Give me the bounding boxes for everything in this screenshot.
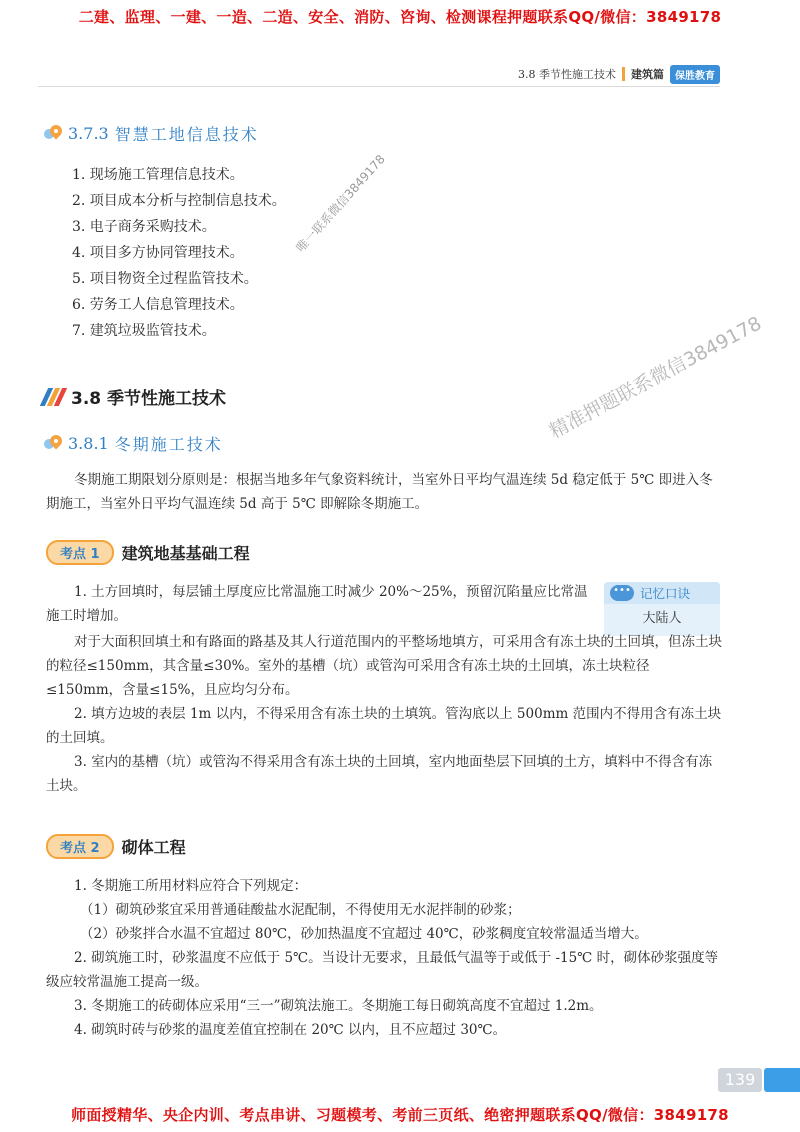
section-title: 3.8 季节性施工技术 xyxy=(71,389,227,409)
list-item: 6. 劳务工人信息管理技术。 xyxy=(72,297,244,313)
subsection-heading-373 xyxy=(44,122,259,145)
intro-paragraph xyxy=(46,468,722,516)
list-item: 3. 电子商务采购技术。 xyxy=(72,219,216,235)
watermark: 精准押题联系微信3849178 xyxy=(545,312,766,443)
paragraph-text: 对于大面积回填土和有路面的路基及其人行道范围内的平整场地填方，可采用含有冻土块的土回填，但冻土块的粒径≤150mm，其含量≤30%。室外的基槽（坑）或管沟可采用含有冻土块的土回填，冻土块粒径≤150mm，含量≤15%，且应均匀分布。 xyxy=(46,634,722,698)
key-point-tag: 考点 2 xyxy=(46,834,114,859)
paragraph-text: 1. 土方回填时，每层铺土厚度应比常温施工时减少 20%～25%，预留沉陷量应比常温施工时增加。 xyxy=(46,584,588,624)
page-number: 139 xyxy=(718,1068,762,1092)
key-point-1-p1 xyxy=(46,580,596,628)
running-head xyxy=(518,64,720,84)
key-point-2-body xyxy=(46,874,722,1042)
paragraph-text: 4. 砌筑时砖与砂浆的温度差值宜控制在 20℃ 以内，且不应超过 30℃。 xyxy=(74,1022,507,1038)
paragraph-text: 3. 冬期施工的砖砌体应采用“三一”砌筑法施工。冬期施工每日砌筑高度不宜超过 1.2m。 xyxy=(74,998,603,1014)
memory-tip-box xyxy=(604,582,720,636)
memory-tip-text: 大陆人 xyxy=(642,611,682,626)
paragraph-text: 1. 冬期施工所用材料应符合下列规定： xyxy=(74,878,308,894)
watermark: 唯一联系微信3849178 xyxy=(293,152,388,255)
intro-text: 冬期施工期限划分原则是：根据当地多年气象资料统计，当室外日平均气温连续 5d 稳定低于 5℃ 即进入冬期施工，当室外日平均气温连续 5d 高于 5℃ 即解除冬期施工。 xyxy=(46,472,713,512)
list-item: 5. 项目物资全过程监管技术。 xyxy=(72,271,258,287)
key-point-title: 建筑地基基础工程 xyxy=(121,544,250,563)
header-rule xyxy=(38,86,720,87)
key-point-title: 砌体工程 xyxy=(121,838,186,857)
paragraph-text: 2. 砌筑施工时，砂浆温度不应低于 5℃。当设计无要求，且最低气温等于或低于 -15℃ 时，砌体砂浆强度等级应较常温施工提高一级。 xyxy=(46,950,719,990)
paragraph-text: （2）砂浆拌合水温不宜超过 80℃，砂加热温度不宜超过 40℃，砂浆稠度宜较常温适当增大。 xyxy=(80,926,648,942)
subsection-title: 智慧工地信息技术 xyxy=(114,125,259,144)
chat-bubble-icon: ••• xyxy=(610,585,634,601)
page-edge-tab xyxy=(764,1068,800,1092)
subsection-number: 3.7.3 xyxy=(68,124,109,143)
location-pin-icon xyxy=(44,435,62,453)
list-item: 2. 项目成本分析与控制信息技术。 xyxy=(72,193,286,209)
memory-tip-header xyxy=(604,582,720,604)
section-slashes-icon xyxy=(44,388,63,406)
section-heading-38 xyxy=(44,384,226,409)
paragraph-text: （1）砌筑砂浆宜采用普通硅酸盐水泥配制，不得使用无水泥拌制的砂浆； xyxy=(80,902,521,918)
subsection-number: 3.8.1 xyxy=(68,434,109,453)
location-pin-icon xyxy=(44,125,62,143)
running-head-section: 3.8 季节性施工技术 xyxy=(518,68,616,81)
list-item: 7. 建筑垃圾监管技术。 xyxy=(72,323,216,339)
key-point-1-body xyxy=(46,630,722,798)
key-point-tag: 考点 1 xyxy=(46,540,114,565)
bottom-banner: 师面授精华、央企内训、考点串讲、习题模考、考前三页纸、绝密押题联系QQ/微信：3849178 xyxy=(71,1106,729,1124)
publisher-logo: 保胜教育 xyxy=(670,65,720,84)
tech-list xyxy=(72,162,286,344)
paragraph-text: 2. 填方边坡的表层 1m 以内，不得采用含有冻土块的土填筑。管沟底以上 500mm 范围内不得用含有冻土块的土回填。 xyxy=(46,706,722,746)
paragraph-text: 3. 室内的基槽（坑）或管沟不得采用含有冻土块的土回填，室内地面垫层下回填的土方，填料中不得含有冻土块。 xyxy=(46,754,713,794)
list-item: 4. 项目多方协同管理技术。 xyxy=(72,245,244,261)
subsection-title: 冬期施工技术 xyxy=(114,435,223,454)
subsection-heading-381 xyxy=(44,432,223,455)
memory-tip-label: 记忆口诀 xyxy=(640,586,691,601)
list-item: 1. 现场施工管理信息技术。 xyxy=(72,167,244,183)
key-point-2-heading xyxy=(46,834,186,859)
running-head-divider xyxy=(622,67,625,81)
running-head-part: 建筑篇 xyxy=(631,68,664,81)
key-point-1-heading xyxy=(46,540,250,565)
top-banner: 二建、监理、一建、一造、二造、安全、消防、咨询、检测课程押题联系QQ/微信：3849178 xyxy=(78,8,722,26)
